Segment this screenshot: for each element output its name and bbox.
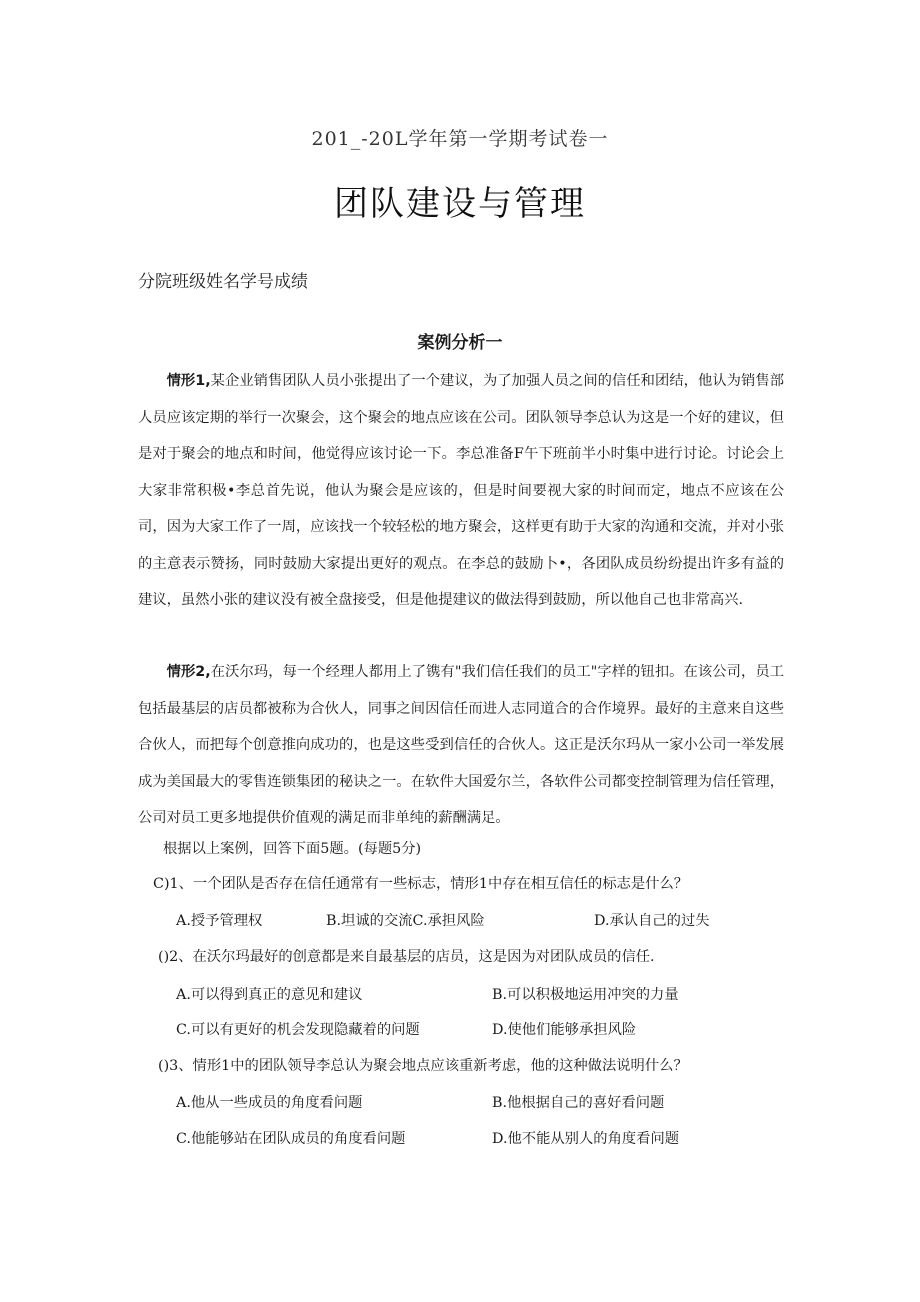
q2-option-b: B.可以积极地运用冲突的力量: [492, 987, 679, 1003]
question-2-stem: ()2、在沃尔玛最好的创意都是来自最基层的店员，这是因为对团队成员的信任.: [158, 949, 655, 965]
q3-option-c: C.他能够站在团队成员的角度看问题: [176, 1131, 406, 1147]
case-paragraph-2: [138, 654, 784, 837]
course-title: 团队建设与管理: [334, 184, 586, 224]
question-1-stem: C)1、一个团队是否存在信任通常有一些标志，情形1中存在相互信任的标志是什么？: [153, 876, 689, 892]
student-info-line: 分院班级姓名学号成绩: [138, 272, 308, 292]
q1-option-d: D.承认自己的过失: [594, 913, 710, 929]
exam-header: 201_-20L学年第一学期考试卷一: [311, 128, 609, 150]
case-label-1: 情形1,: [166, 373, 211, 389]
case-label-2: 情形2,: [166, 664, 211, 680]
q3-option-a: A.他从一些成员的角度看问题: [176, 1095, 363, 1111]
case-text-1: 某企业销售团队人员小张提出了一个建议，为了加强人员之间的信任和团结，他认为销售部人员应该定期的举行一次聚会，这个聚会的地点应该在公司。团队领导李总认为这是一个好的建议，但是对于聚会的地点和时间，他觉得应该讨论一下。李总准备F午下班前半小时集中进行讨论。讨论会上大家非常积极•李总首先说，他认为聚会是应该的，但是时间要视大家的时间而定，地点不应该在公司，因为大家工作了一周，应该找一个较轻松的地方聚会，这样更有助于大家的沟通和交流，并对小张的主意表示赞扬，同时鼓励大家提出更好的观点。在李总的鼓励卜•，各团队成员纷纷提出许多有益的建议，虽然小张的建议没有被全盘接受，但是他提建议的做法得到鼓励，所以他自己也非常高兴.: [138, 373, 784, 608]
question-3-stem: ()3、情形1中的团队领导李总认为聚会地点应该重新考虑，他的这种做法说明什么？: [158, 1058, 688, 1074]
q3-option-b: B.他根据自己的喜好看问题: [492, 1095, 665, 1111]
q1-option-bc: B.坦诚的交流C.承担风险: [326, 913, 485, 929]
q2-option-c: C.可以有更好的机会发现隐藏着的问题: [176, 1022, 420, 1038]
instructions: 根据以上案例，回答下面5题。(每题5分): [163, 841, 422, 857]
q3-option-d: D.他不能从别人的角度看问题: [492, 1131, 680, 1147]
case-paragraph-1: [138, 363, 784, 619]
q2-option-a: A.可以得到真正的意见和建议: [176, 987, 363, 1003]
q1-option-a: A.授予管理权: [176, 913, 263, 929]
case-text-2: 在沃尔玛，每一个经理人都用上了镌有"我们信任我们的员工"字样的钮扣。在该公司，员工包括最基层的店员都被称为合伙人，同事之间因信任而进人志同道合的合作境界。最好的主意来自这些合伙人，而把每个创意推向成功的，也是这些受到信任的合伙人。这正是沃尔玛从一家小公司一举发展成为美国最大的零售连锁集团的秘诀之一。在软件大国爱尔兰，各软件公司都变控制管理为信任管理，公司对员工更多地提供价值观的满足而非单纯的薪酬满足。: [138, 664, 784, 826]
section-title: 案例分析一: [417, 333, 503, 353]
q2-option-d: D.使他们能够承担风险: [492, 1022, 637, 1038]
